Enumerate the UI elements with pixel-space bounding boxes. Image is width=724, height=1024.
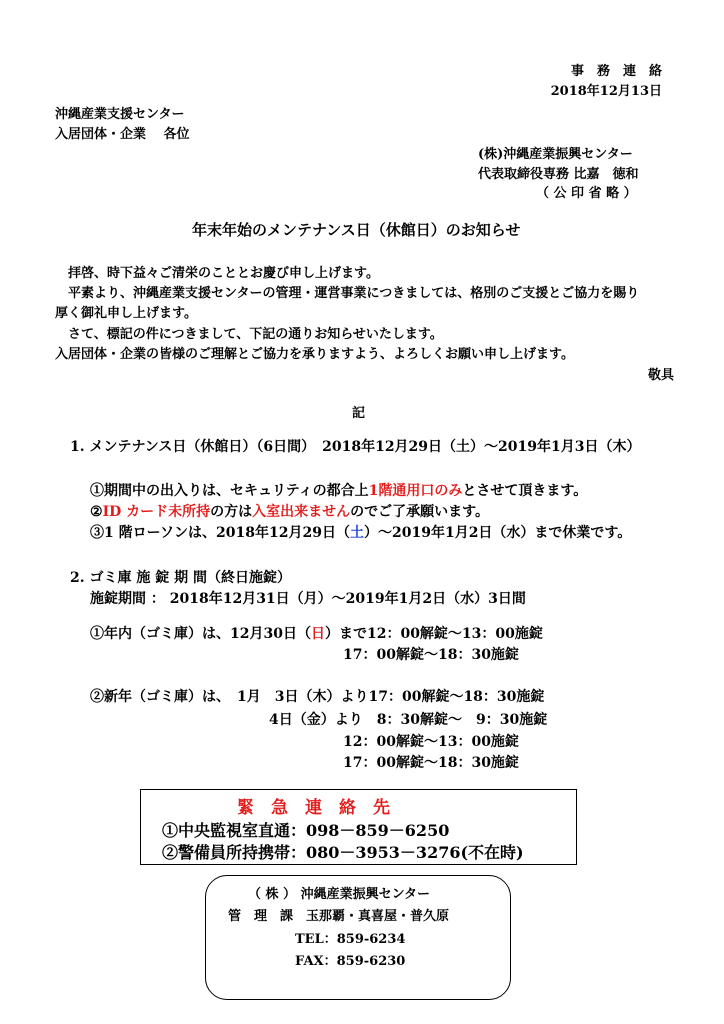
ki-marker: 記 — [352, 406, 366, 421]
highlight-sunday: 日 — [310, 626, 325, 642]
greeting-paragraph: 拝啓、時下益々ご清栄のこととお慶び申し上げます。 — [68, 266, 379, 281]
notice-paragraph: さて、標記の件につきまして、下記の通りお知らせいたします。 — [68, 327, 443, 342]
section-1-item-1: ①期間中の出入りは、セキュリティの都合上1階通用口のみとさせて頂きます。 — [90, 483, 588, 499]
emergency-line-2: ②警備員所持携帯：080－3953－3276(不在時) — [162, 843, 524, 862]
section-1-item-3: ③1 階ローソンは、2018年12月29日（土）～2019年1月2日（水）まで休業です。 — [90, 525, 632, 541]
section-1-heading: 1. メンテナンス日（休館日）（6日間） 2018年12月29日（土）～2019年1月3日（木） — [70, 439, 641, 455]
thanks-paragraph-line-2: 厚く御礼申し上げます。 — [55, 306, 197, 321]
highlight-entrance: 1階通用口のみ — [368, 483, 463, 499]
new-year-schedule-3: 12：00解錠～13：00施錠 — [343, 734, 519, 750]
official-seal-omitted: （ 公 印 省 略 ） — [536, 186, 637, 201]
thanks-paragraph-line-1: 平素より、沖縄産業支援センターの管理・運営事業につきましては、格別のご支援とご協力を賜り — [68, 286, 640, 301]
page-title: 年末年始のメンテナンス日（休館日）のお知らせ — [192, 221, 521, 239]
highlight-no-entry: 入室出来ません — [252, 504, 351, 520]
highlight-id-card: ID カード未所持 — [102, 504, 211, 520]
lock-period: 施錠期間 ： 2018年12月31日（月）～2019年1月2日（水）3日間 — [90, 591, 526, 607]
section-1-item-2: ②ID カード未所持の方は入室出来ませんのでご了承願います。 — [90, 504, 490, 520]
contact-organization: （ 株 ） 沖縄産業振興センター — [248, 887, 431, 902]
section-2-heading: 2. ゴミ庫 施 錠 期 間（終日施錠） — [70, 570, 291, 586]
new-year-schedule-2: 4日（金）より 8：30解錠～ 9：30施錠 — [269, 712, 548, 728]
request-paragraph: 入居団体・企業の皆様のご理解とご協力を承りますよう、よろしくお願い申し上げます。 — [55, 347, 574, 362]
sender-person: 代表取締役専務 比嘉 徳和 — [478, 167, 639, 182]
new-year-schedule-1: ②新年（ゴミ庫）は、 1月 3日（木）より17：00解錠～18：30施錠 — [90, 689, 545, 705]
highlight-saturday: 土 — [349, 525, 364, 541]
emergency-title: 緊 急 連 絡 先 — [237, 798, 390, 818]
emergency-line-1: ①中央監視室直通：098－859－6250 — [162, 821, 450, 840]
document-type: 事 務 連 絡 — [570, 64, 662, 79]
recipient-line-2: 入居団体・企業 各位 — [55, 127, 190, 142]
contact-department: 管 理 課 玉那覇・真喜屋・普久原 — [228, 909, 450, 924]
sender-organization: (株)沖縄産業振興センター — [478, 147, 633, 162]
recipient-line-1: 沖縄産業支援センター — [55, 107, 185, 122]
new-year-schedule-4: 17：00解錠～18：30施錠 — [343, 755, 519, 771]
year-end-schedule-2: 17：00解錠～18：30施錠 — [343, 647, 519, 663]
emergency-contact-box — [140, 789, 577, 865]
contact-info-box — [205, 875, 511, 1000]
year-end-schedule-1: ①年内（ゴミ庫）は、12月30日（日）まで12：00解錠～13：00施錠 — [90, 626, 543, 642]
document-date: 2018年12月13日 — [550, 84, 662, 99]
contact-fax: FAX：859-6230 — [295, 954, 406, 969]
contact-tel: TEL：859-6234 — [295, 932, 406, 947]
closing-word: 敬具 — [647, 368, 674, 383]
